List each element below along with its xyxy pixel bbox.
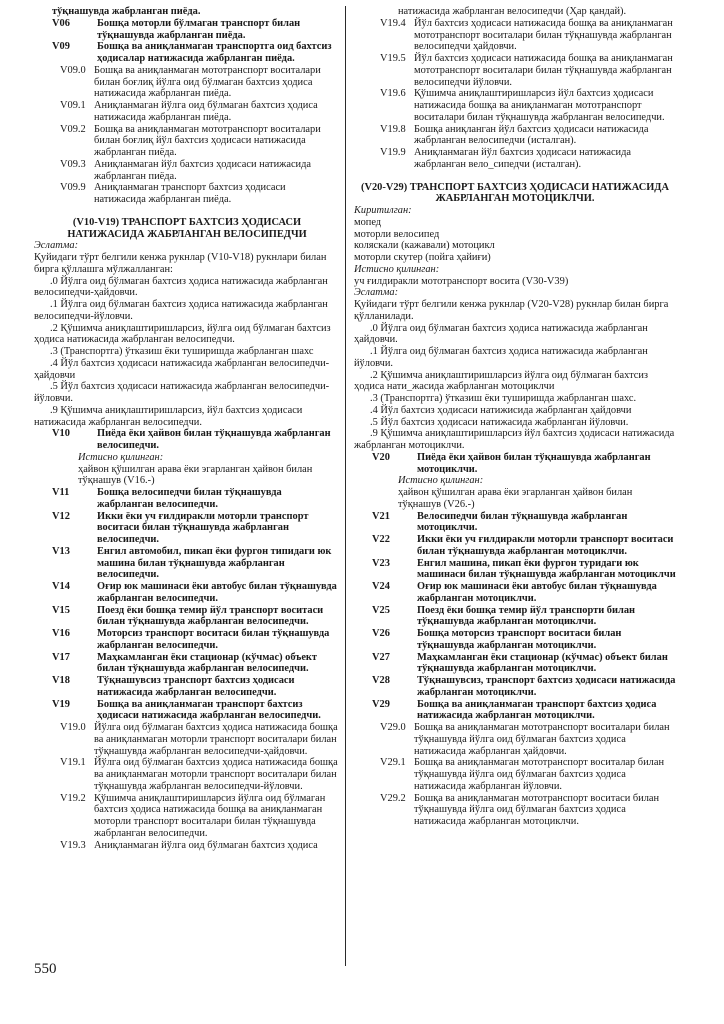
note-text: мопед [354, 216, 382, 228]
subdivision-note: .5 Йўл бахтсиз ҳодисаси натижасида жабрланган йўловчи. [370, 416, 629, 428]
subcategory-entry [34, 840, 340, 852]
subcategory-code: V09.3 [60, 158, 86, 170]
category-title: Икки ёки уч ғилдиракли моторли транспорт воситаси билан тўқнашувда жабрланган велосипедчи. [97, 510, 309, 545]
subcategory-title: Қўшимча аниқлаштиришларсиз йўлга оид бўлмаган бахтсиз ҳодиса натижасида бошқа ва аниқланмаган моторли транспорт воситалари билан тўқнашувда жабрланган велосипедчи. [94, 792, 326, 839]
subcategory-code: V19.3 [60, 839, 86, 851]
subcategory-title: Бошқа ва аниқланмаган мототранспорт воситалари билан тўқнашувда йўлга оид бўлмаган бахтсиз ҳодиса натижасида жабрланган ҳайдовчи. [414, 722, 670, 757]
category-code: V17 [52, 651, 70, 663]
note-label: Эслатма: [34, 240, 79, 252]
subcategory-entry [354, 757, 676, 792]
subdivision-note: .0 Йўлга оид бўлмаган бахтсиз ҳодиса натижасида жабрланган велосипедчи-ҳайдовчи. [34, 275, 328, 299]
subdivision-note: .2 Қўшимча аниқлаштиришларсиз йўлга оид бўлмаган бахтсиз ҳодиса нати_жасида жабрланган мотоциклчи [354, 369, 649, 393]
category-title: Маҳкамланган ёки стационар (кўчмас) объект билан тўқнашувда жабрланган мотоциклчи. [417, 651, 668, 675]
subdivision-note: .9 Қўшимча аниқлаштиришларсиз йўл бахтсиз ҳодисаси натижасида жабрланган мотоциклчи. [354, 428, 675, 451]
category-entry [34, 581, 340, 605]
category-title: Оғир юк машинаси ёки автобус билан тўқнашувда жабрланган велосипедчи. [97, 581, 337, 604]
exclusion-text: ҳайвон қўшилган арава ёки эгарланган ҳайвон билан тўқнашув (V16.-) [78, 463, 313, 487]
category-title: Бошқа ва аниқланмаган транспорт бахтсиз ҳодиса натижасида жабрланган мотоциклчи. [417, 698, 657, 722]
subdivision-note: .4 Йўл бахтсиз ҳодисаси натижасида жабрланган велосипедчи-ҳайдовчи [34, 357, 330, 381]
category-title: Икки ёки уч ғилдиракли моторли транспорт воситаси билан тўқнашувда жабрланган мотоциклчи. [417, 534, 674, 557]
subcategory-title: Бошқа ва аниқланмаган мототранспорт воситалари билан боғлиқ йўлга оид бўлмаган бахтсиз ҳодиса натижасида жабрланган пиёда. [94, 64, 321, 100]
category-code: V25 [372, 604, 390, 616]
category-code: V12 [52, 510, 70, 522]
subcategory-title: Бошқа ва аниқланмаган мототранспорт воситалари билан боғлиқ йўл бахтсиз ҳодисаси натижасида жабрланган пиёда. [94, 123, 321, 158]
note-label: Истисно қилинган: [354, 263, 440, 275]
category-entry [34, 41, 340, 65]
note-label: Эслатма: [354, 287, 399, 299]
subdivision-note: .9 Қўшимча аниқлаштиришларсиз, йўл бахтсиз ҳодисаси натижасида жабрланган велосипедчи. [34, 404, 303, 428]
subcategory-entry [354, 722, 676, 757]
category-entry [34, 487, 340, 511]
category-entry [354, 558, 676, 582]
category-code: V14 [52, 581, 70, 592]
category-code: V15 [52, 604, 70, 616]
category-title: Пиёда ёки ҳайвон билан тўқнашувда жабрланган велосипедчи. [97, 428, 331, 451]
category-entry [34, 605, 340, 629]
subcategory-code: V19.8 [380, 123, 406, 135]
category-code: V16 [52, 628, 70, 639]
category-title: Велосипедчи билан тўқнашувда жабрланган мотоциклчи. [417, 510, 628, 534]
category-title: Бошқа ва аниқланмаган транспортга оид бахтсиз ҳодисалар натижасида жабрланган пиёда. [97, 41, 332, 64]
subcategory-code: V19.9 [380, 147, 406, 158]
subcategory-title: Йўлга оид бўлмаган бахтсиз ҳодиса натижасида бошқа ва аниқланмаган моторли транспорт воситалари билан тўқнашувда жабрланган велосипедчи-йўловчи. [94, 757, 338, 792]
category-title: Оғир юк машинаси ёки автобус билан тўқнашувда жабрланган мотоциклчи. [417, 581, 657, 604]
subcategory-code: V29.2 [380, 792, 406, 804]
subcategory-title: Йўл бахтсиз ҳодисаси натижасида бошқа ва аниқланмаган мототранспорт воситалари билан тўқнашувда жабрланган велосипедчи ҳайдовчи. [414, 17, 673, 53]
section-heading: (V10-V19) ТРАНСПОРТ БАХТСИЗ ҲОДИСАСИ НАТИЖАСИДА ЖАБРЛАНГАН ВЕЛОСИПЕДЧИ [67, 216, 307, 240]
category-entry [354, 675, 676, 699]
category-code: V26 [372, 628, 390, 639]
subcategory-entry [354, 88, 676, 123]
category-code: V23 [372, 557, 390, 569]
subcategory-title: Аниқланмаган йўл бахтсиз ҳодисаси натижасида жабрланган пиёда. [94, 158, 312, 182]
note-text: коляскали (кажавали) мотоцикл [354, 240, 495, 252]
subcategory-title: Бошқа аниқланган йўл бахтсиз ҳодисаси натижасида жабрланган велосипедчи (исталган). [414, 123, 649, 147]
category-title: Пиёда ёки ҳайвон билан тўқнашувда жабрланган мотоциклчи. [417, 451, 651, 475]
subcategory-code: V09.1 [60, 100, 86, 111]
category-code: V06 [52, 17, 70, 29]
category-entry [34, 699, 340, 723]
category-entry [354, 452, 676, 476]
category-title: Моторсиз транспорт воситаси билан тўқнашувда жабрланган велосипедчи. [97, 628, 330, 651]
subcategory-code: V19.0 [60, 722, 86, 733]
spacer [354, 171, 676, 182]
category-entry [34, 18, 340, 42]
category-title: Бошқа велосипедчи билан тўқнашувда жабрланган велосипедчи. [97, 487, 282, 510]
subcategory-entry [34, 757, 340, 792]
note-text: Қуйидаги тўрт белгили кенжа рукнлар (V10-V18) рукнлари билан бирга қўллашга мўлжалланган: [34, 252, 327, 275]
category-title: Бошқа ва аниқланмаган транспорт бахтсиз ҳодисаси натижасида жабрланган велосипедчи. [97, 698, 321, 722]
subcategory-entry [354, 124, 676, 148]
section-heading: (V20-V29) ТРАНСПОРТ БАХТСИЗ ҲОДИСАСИ НАТИЖАСИДА ЖАБРЛАНГАН МОТОЦИКЛЧИ. [361, 181, 669, 205]
subcategory-entry [34, 65, 340, 100]
category-entry [354, 699, 676, 723]
subcategory-entry [354, 53, 676, 88]
subdivision-note: .1 Йўлга оид бўлмаган бахтсиз ҳодиса натижасида жабрланган йўловчи. [354, 346, 648, 369]
column-divider [345, 6, 346, 966]
subcategory-code: V19.2 [60, 792, 86, 804]
subcategory-code: V09.0 [60, 64, 86, 76]
subcategory-title: Аниқланмаган йўлга оид бўлмаган бахтсиз ҳодиса натижасида жабрланган пиёда. [94, 100, 318, 123]
category-code: V28 [372, 675, 390, 686]
category-code: V22 [372, 534, 390, 545]
category-entry [34, 652, 340, 676]
category-entry [34, 675, 340, 699]
note-text: Қуйидаги тўрт белгили кенжа рукнлар (V20-V28) рукнлар билан бирга қўлланилади. [354, 299, 669, 322]
subcategory-entry [354, 793, 676, 828]
category-entry [34, 428, 340, 452]
subcategory-title: Йўлга оид бўлмаган бахтсиз ҳодиса натижасида бошқа ва аниқланмаган моторли транспорт воситалари билан тўқнашувда жабрланган велосипедчи-ҳайдовчи. [94, 722, 338, 757]
subcategory-entry [34, 722, 340, 757]
category-title: Бошқа моторли бўлмаган транспорт билан тўқнашувда жабрланган пиёда. [97, 17, 301, 41]
category-entry [354, 652, 676, 676]
category-title: Енгил автомобил, пикап ёки фургон типидаги юк машина билан тўқнашувда жабрланган велосипедчи. [97, 545, 332, 581]
subcategory-title: Аниқланмаган йўлга оид бўлмаган бахтсиз ҳодиса [94, 839, 318, 851]
subdivision-note: .1 Йўлга оид бўлмаган бахтсиз ҳодиса натижасида жабрланган велосипедчи-йўловчи. [34, 299, 328, 322]
subcategory-entry [354, 18, 676, 53]
category-entry [34, 546, 340, 581]
subcategory-entry [34, 793, 340, 840]
subdivision-note: .4 Йўл бахтсиз ҳодисаси натижисида жабрланган ҳайдовчи [370, 404, 632, 416]
category-entry [354, 628, 676, 652]
note-label: Киритилган: [354, 205, 412, 216]
subcategory-entry [34, 182, 340, 206]
subcategory-title: Бошқа ва аниқланмаган мототранспорт воситалар билан тўқнашувда йўлга оид бўлмаган бахтсиз ҳодиса натижасида жабрланган йўловчи. [414, 757, 665, 792]
spacer [34, 206, 340, 217]
category-code: V18 [52, 675, 70, 686]
category-entry [34, 628, 340, 652]
subdivision-note: .0 Йўлга оид бўлмаган бахтсиз ҳодиса натижасида жабрланган ҳайдовчи. [354, 322, 648, 346]
subdivision-note: .5 Йўл бахтсиз ҳодисаси натижасида жабрланган велосипедчи-йўловчи. [34, 381, 330, 404]
category-entry [354, 581, 676, 605]
category-title: Маҳкамланган ёки стационар (кўчмас) объект билан тўқнашувда жабрланган велосипедчи. [97, 651, 318, 675]
page-number: 550 [34, 961, 57, 977]
category-code: V21 [372, 510, 390, 522]
category-code: V10 [52, 428, 70, 440]
category-title: Бошқа моторсиз транспорт воситаси билан тўқнашувда жабрланган мотоциклчи. [417, 628, 622, 651]
category-title: Енгил машина, пикап ёки фургон туридаги юк машинаси билан тўқнашувда жабрланган мотоциклчи [417, 557, 676, 581]
entry-continuation: тўқнашувда жабрланган пиёда. [52, 6, 201, 17]
subdivision-note: .3 (Транспортга) ўтказиш ёки туширишда жабрланган шахс [50, 346, 314, 357]
subcategory-entry [34, 159, 340, 183]
category-entry [34, 511, 340, 546]
subcategory-code: V09.9 [60, 182, 86, 194]
category-title: Поезд ёки бошқа темир йўл транспорти билан тўқнашувда жабрланган мотоциклчи. [417, 604, 635, 628]
subcategory-code: V19.1 [60, 757, 86, 769]
category-entry [354, 511, 676, 535]
exclusion-text: ҳайвон қўшилган арава ёки эгарланган ҳайвон билан тўқнашув (V26.-) [398, 487, 633, 510]
note-text: уч ғилдиракли мототранспорт восита (V30-V39) [354, 275, 569, 287]
category-code: V27 [372, 651, 390, 663]
subcategory-code: V29.0 [380, 722, 406, 733]
subcategory-code: V29.1 [380, 757, 406, 769]
subdivision-note: .2 Қўшимча аниқлаштиришларсиз, йўлга оид бўлмаган бахтсиз ҳодиса натижасида жабрланган велосипедчи. [34, 322, 331, 346]
entry-continuation: натижасида жабрланган велосипедчи (Ҳар қандай). [398, 6, 627, 17]
subcategory-title: Аниқланмаган транспорт бахтсиз ҳодисаси натижасида жабрланган пиёда. [94, 182, 286, 205]
right-column [354, 6, 676, 828]
subcategory-title: Аниқланмаган йўл бахтсиз ҳодисаси натижасида жабрланган вело_сипедчи (исталган). [414, 147, 632, 170]
category-code: V24 [372, 581, 390, 592]
subcategory-title: Бошқа ва аниқланмаган мототранспорт воситаси билан тўқнашувда йўлга оид бўлмаган бахтсиз ҳодиса натижасида жабрланган мотоциклчи. [414, 792, 660, 827]
category-code: V20 [372, 451, 390, 463]
category-title: Тўқнашувсиз транспорт бахтсиз ҳодисаси натижасида жабрланган велосипедчи. [97, 675, 295, 698]
subcategory-code: V19.4 [380, 17, 406, 29]
category-title: Тўқнашувсиз, транспорт бахтсиз ҳодисаси натижасида жабрланган мотоциклчи. [417, 675, 676, 698]
category-title: Поезд ёки бошқа темир йўл транспорт воситаси билан тўқнашувда жабрланган велосипедчи. [97, 604, 324, 628]
subcategory-code: V19.6 [380, 88, 406, 100]
category-entry [354, 534, 676, 558]
subcategory-entry [354, 147, 676, 171]
subcategory-entry [34, 100, 340, 124]
left-column [34, 6, 340, 851]
note-text: моторли велосипед [354, 228, 440, 240]
note-text: моторли скутер (пойга ҳайиғи) [354, 252, 491, 263]
category-code: V29 [372, 698, 390, 710]
subcategory-title: Йўл бахтсиз ҳодисаси натижасида бошқа ва аниқланмаган мототранспорт воситалари билан тўқнашувда жабрланган велосипедчи йўловчи. [414, 53, 673, 88]
category-code: V19 [52, 698, 70, 710]
exclusion-label: Истисно қилинган: [398, 475, 484, 487]
category-code: V13 [52, 545, 70, 557]
subcategory-entry [34, 124, 340, 159]
category-code: V09 [52, 41, 70, 53]
subdivision-note: .3 (Транспортга) ўтказиш ёки туширишда жабрланган шахс. [370, 393, 637, 404]
category-code: V11 [52, 487, 70, 498]
subcategory-code: V19.5 [380, 53, 406, 64]
exclusion-label: Истисно қилинган: [78, 451, 164, 463]
category-entry [354, 605, 676, 629]
subcategory-title: Қўшимча аниқлаштиришларсиз йўл бахтсиз ҳодисаси натижасида бошқа ва аниқланмаган мототранспорт воситалари билан тўқнашувда жабрланган велосипедчи. [414, 88, 665, 123]
subcategory-code: V09.2 [60, 123, 86, 135]
